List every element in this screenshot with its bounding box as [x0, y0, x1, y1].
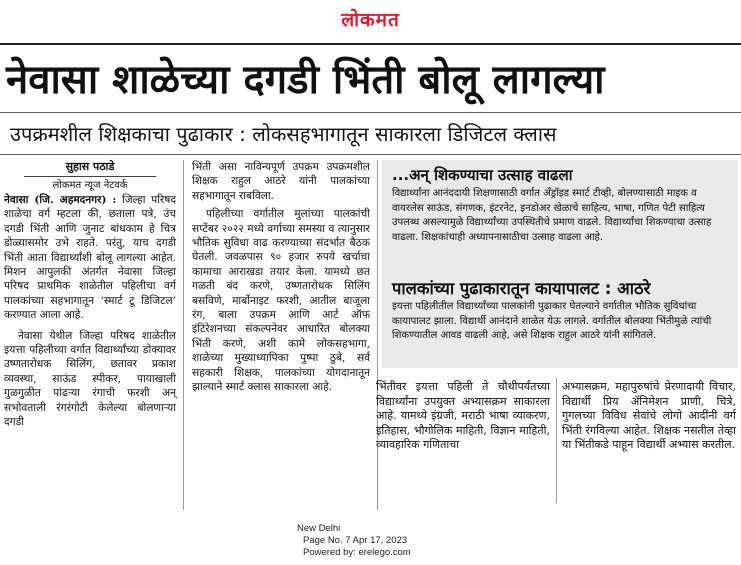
- article-lead-paragraph: [4, 193, 176, 323]
- box-heading-1: ...अन् शिकण्याचा उत्साह वाढला: [392, 166, 573, 184]
- newspaper-logo: लोकमत: [341, 9, 400, 31]
- dateline: नेवासा (जि. अहमदनगर) :: [4, 194, 117, 206]
- article-column-1: [4, 160, 176, 430]
- subhead-rule: [0, 154, 741, 155]
- headline-rule: [0, 112, 741, 113]
- box-text-2: इयत्ता पहिलीतील विद्यार्थ्यांच्या पालकांनी पुढाकार घेतल्याने वर्गातील भौतिक सुविधांचा कायापालट झाला. विद्यार्थी आनंदाने शाळेत येऊ लागले. वर्गातील बोलक्या भिंतीमुळे त्यांची शिकण्यातील आवड वाढली आहे, असे शिक्षक राहुल आठरे यांनी सांगितले.: [392, 301, 712, 341]
- column-divider: [183, 160, 184, 510]
- article-column-4: [562, 380, 736, 453]
- article-subheadline: उपक्रमशील शिक्षकाचा पुढाकार : लोकसहभागातून साकारला डिजिटल क्लास: [10, 122, 557, 146]
- lead-text: जिल्हा परिषद शाळेचा वर्ग म्हटला की, छताला पत्रे, उंच दगडी भिंती आणि जुनाट बांधकाम हे चित्र डोळ्यासमोर उभे राहते. परंतु, याच दगडी भिंती आता विद्यार्थ्यांशी बोलू लागल्या आहेत. मिशन आपुलकी अंतर्गत नेवासा जिल्हा परिषद प्राथमिक शाळेतील पहिलीचा वर्ग पालकांच्या सहभागातून ‘स्मार्ट टू डिजिटल’ करण्यात आला आहे.: [4, 194, 177, 322]
- article-column-3: [376, 380, 550, 453]
- news-agency: लोकमत न्यूज नेटवर्क: [52, 180, 128, 191]
- article-paragraph: भिंती असा नाविन्यपूर्ण उपक्रम उपक्रमशील शिक्षक राहुल आठरे यांनी पालकांच्या सहभागातून राबविला.: [192, 161, 370, 202]
- footer-page-date: Page No. 7 Apr 17, 2023: [303, 535, 408, 546]
- masthead-rule: [0, 43, 741, 45]
- box-text-1: विद्यार्थ्यांना आनंददायी शिक्षणासाठी वर्गात अँड्रॉइड स्मार्ट टीव्ही, बोलण्यासाठी माइक व वायरलेस साऊंड, संगणक, इंटरनेट, इनडोअर खेळाचे साहित्य, भाषा, गणित पेटी साहित्य उपलब्ध असल्यामुळे विद्यार्थ्यांच्या उपस्थितीचे प्रमाण वाढले. विद्यार्थ्यांचा शिकण्याचा उत्साह वाढला. शिक्षकांचाही अध्यापनासाठीचा उत्साह वाढला आहे.: [392, 188, 712, 243]
- footer-city: New Delhi: [297, 523, 341, 534]
- article-paragraph: भिंतीवर इयत्ता पहिली ते चौथीपर्यंतच्या विद्यार्थ्यांना उपयुक्त अभ्यासक्रम साकारला आहे. यामध्ये इंग्रजी, मराठी भाषा व्याकरण, इतिहास, भौगोलिक माहिती, विज्ञान माहिती, व्यावहारिक गणिताचा: [376, 380, 550, 452]
- byline-divider: [24, 176, 156, 177]
- article-paragraph: नेवासा येथील जिल्हा परिषद शाळेतील इयत्ता पहिलीच्या वर्गात विद्यार्थ्यांच्या डोक्यावर उष्णतारोधक सिलिंग, छतावर प्रकाश व्यवस्था, साऊंड स्पीकर, पायाखाली गुळगुळीत पांढऱ्या रंगाची फरशी अन् सभोवताली रंगरंगोटी केलेल्या बोलणाऱ्या दगडी: [4, 329, 176, 429]
- box-heading-2: पालकांच्या पुढाकारातून कायापालट : आठरे: [392, 279, 651, 298]
- sidebar-info-box: [382, 160, 738, 368]
- column-divider: [377, 160, 378, 510]
- article-paragraph: अभ्यासक्रम, महापुरुषांचे प्रेरणादायी विचार, विद्यार्थी प्रिय ॲनिमेशन प्राणी, चित्रे, गुगलच्या विविध सेवांचे लोगो आदींनी वर्ग भिंती रंगविल्या आहेत. शिक्षक नसतील तेव्हा या भिंतीकडे पाहून विद्यार्थी अभ्यास करतील.: [562, 380, 736, 452]
- article-paragraph: पहिलीच्या वर्गातील मुलांच्या पालकांची सप्टेंबर २०२२ मध्ये वर्गाच्या समस्या व त्यानुसार भौतिक सुविधा वाढ करण्याच्या संदर्भात बैठक घेतली. जवळपास ९० हजार रुपये खर्चाचा कामाचा आराखडा तयार केला. यामध्ये छत गळती बंद करणे, उष्णतारोधक सिलिंग बसविणे, मार्बोनाइट फरशी, आतील बाजूला रंग, बाला उपक्रम आणि आर्ट ऑफ इंटिरेशनच्या संकल्पनेवर आधारित बोलक्या भिंती करणे, अशी कामे लोकसहभागा, शाळेच्या मुख्याध्यापिका पुष्पा ठुबे, सर्व सहकारी शिक्षक, पालकांच्या योगदानातून झाल्याने स्मार्ट क्लास साकारला आहे.: [192, 208, 370, 394]
- article-column-2: [192, 160, 370, 395]
- article-headline: नेवासा शाळेच्या दगडी भिंती बोलू लागल्या: [6, 57, 605, 103]
- author-name: सुहास पठाडे: [65, 160, 115, 173]
- footer-powered-by: Powered by: erelego.com: [303, 547, 411, 558]
- column-divider: [556, 378, 557, 503]
